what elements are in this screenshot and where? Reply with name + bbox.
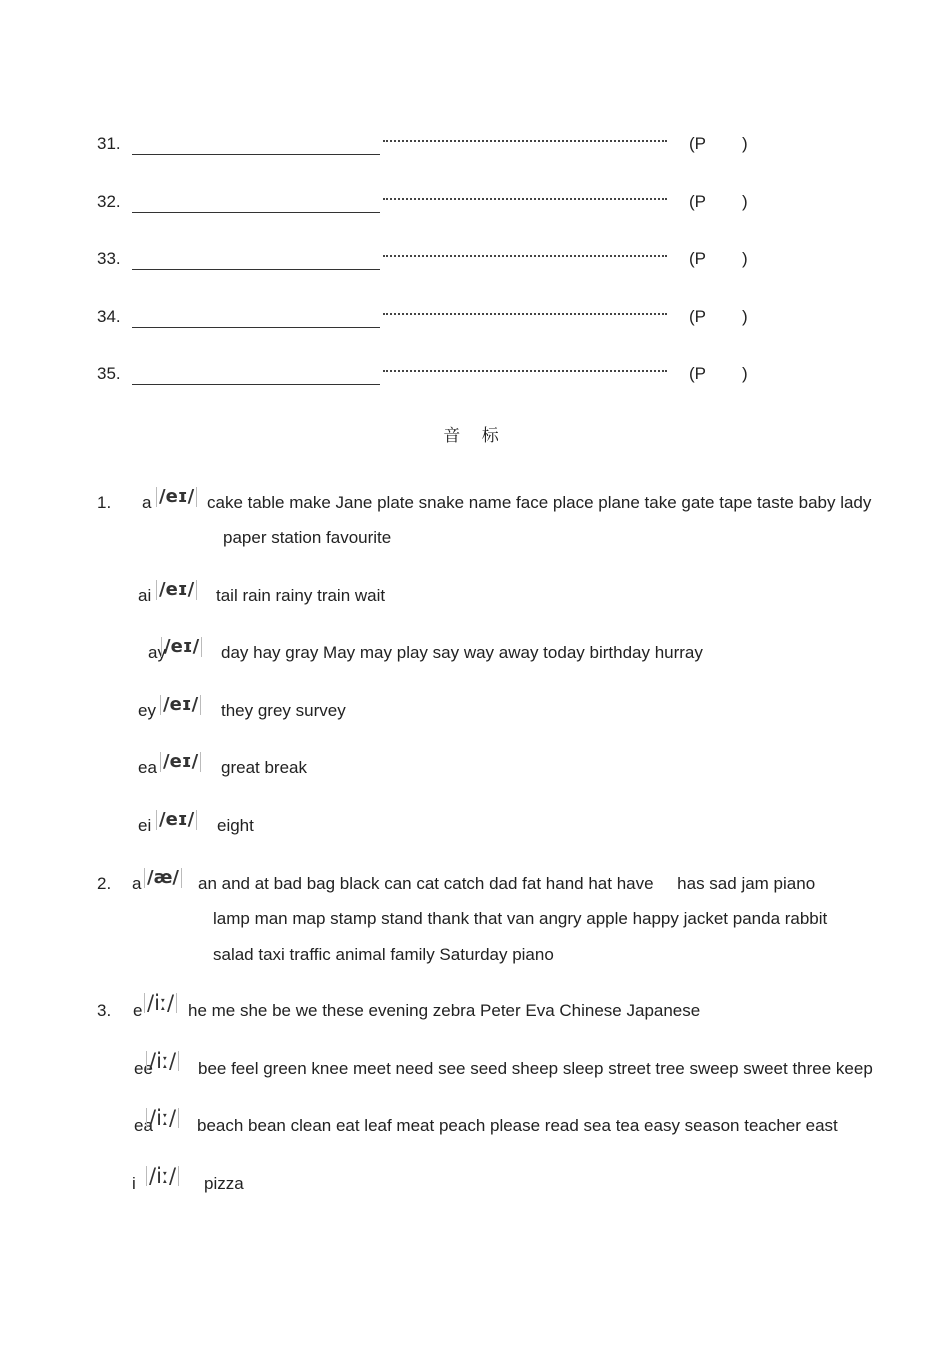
dotted-leader	[383, 132, 667, 142]
ipa-symbol: /eɪ/	[161, 637, 202, 657]
letter-pattern: ea	[138, 758, 157, 777]
answer-line	[97, 305, 797, 331]
answer-blank[interactable]	[132, 384, 380, 385]
example-words: cake table make Jane plate snake name face place plane take gate tape taste baby lady	[207, 493, 872, 512]
ipa-symbol: /iː/	[146, 1108, 179, 1128]
question-number: 34.	[97, 307, 121, 326]
page-ref-open: (P	[689, 134, 706, 153]
page-ref-close: )	[742, 364, 748, 383]
page-ref-close: )	[742, 249, 748, 268]
example-words-continued: lamp man map stamp stand thank that van angry apple happy jacket panda rabbit	[213, 909, 828, 928]
answer-line	[97, 247, 797, 273]
letter-pattern: ey	[138, 701, 156, 720]
ipa-symbol: /eɪ/	[156, 580, 197, 600]
example-words: beach bean clean eat leaf meat peach please read sea tea easy season teacher east	[197, 1116, 838, 1135]
letter-pattern: ei	[138, 816, 152, 835]
page-ref-open: (P	[689, 364, 706, 383]
page-ref-open: (P	[689, 192, 706, 211]
answer-blank[interactable]	[132, 154, 380, 155]
answer-line	[97, 362, 797, 388]
example-words: tail rain rainy train wait	[216, 586, 386, 605]
dotted-leader	[383, 190, 667, 200]
question-number: 33.	[97, 249, 121, 268]
group-number: 1.	[97, 493, 112, 512]
ipa-symbol: /eɪ/	[156, 810, 197, 830]
section-title: 音 标	[443, 426, 507, 446]
letter-pattern: a	[142, 493, 152, 512]
letter-pattern: i	[132, 1174, 136, 1193]
letter-pattern: e	[133, 1001, 143, 1020]
letter-pattern: ai	[138, 586, 152, 605]
example-words: eight	[217, 816, 254, 835]
ipa-symbol: /iː/	[144, 993, 177, 1013]
group-number: 3.	[97, 1001, 112, 1020]
example-words: an and at bad bag black can cat catch dad fat hand hat have has sad jam piano	[198, 874, 816, 893]
example-words: pizza	[204, 1174, 244, 1193]
page-ref-close: )	[742, 192, 748, 211]
ipa-symbol: /iː/	[146, 1051, 179, 1071]
answer-line	[97, 132, 797, 158]
letter-pattern: a	[132, 874, 142, 893]
page-ref-open: (P	[689, 249, 706, 268]
page-ref-close: )	[742, 307, 748, 326]
group-number: 2.	[97, 874, 112, 893]
letter-pattern: ay	[148, 643, 166, 662]
answer-line	[97, 190, 797, 216]
example-words: day hay gray May may play say way away today birthday hurray	[221, 643, 703, 662]
answer-blank[interactable]	[132, 269, 380, 270]
answer-blank[interactable]	[132, 327, 380, 328]
question-number: 35.	[97, 364, 121, 383]
dotted-leader	[383, 362, 667, 372]
ipa-symbol: /eɪ/	[160, 695, 201, 715]
ipa-symbol: /iː/	[146, 1166, 179, 1186]
example-words: bee feel green knee meet need see seed sheep sleep street tree sweep sweet three keep	[198, 1059, 873, 1078]
example-words: great break	[221, 758, 307, 777]
letter-pattern: ea	[134, 1116, 153, 1135]
page-ref-close: )	[742, 134, 748, 153]
letter-pattern: ee	[134, 1059, 153, 1078]
ipa-symbol: /eɪ/	[156, 487, 197, 507]
ipa-symbol: /eɪ/	[160, 752, 201, 772]
answer-blank[interactable]	[132, 212, 380, 213]
example-words-continued: paper station favourite	[223, 528, 392, 547]
example-words: he me she be we these evening zebra Peter Eva Chinese Japanese	[188, 1001, 701, 1020]
example-words: they grey survey	[221, 701, 346, 720]
dotted-leader	[383, 305, 667, 315]
question-number: 31.	[97, 134, 121, 153]
example-words-continued: salad taxi traffic animal family Saturday piano	[213, 945, 554, 964]
dotted-leader	[383, 247, 667, 257]
page-ref-open: (P	[689, 307, 706, 326]
question-number: 32.	[97, 192, 121, 211]
ipa-symbol: /æ/	[144, 868, 182, 888]
